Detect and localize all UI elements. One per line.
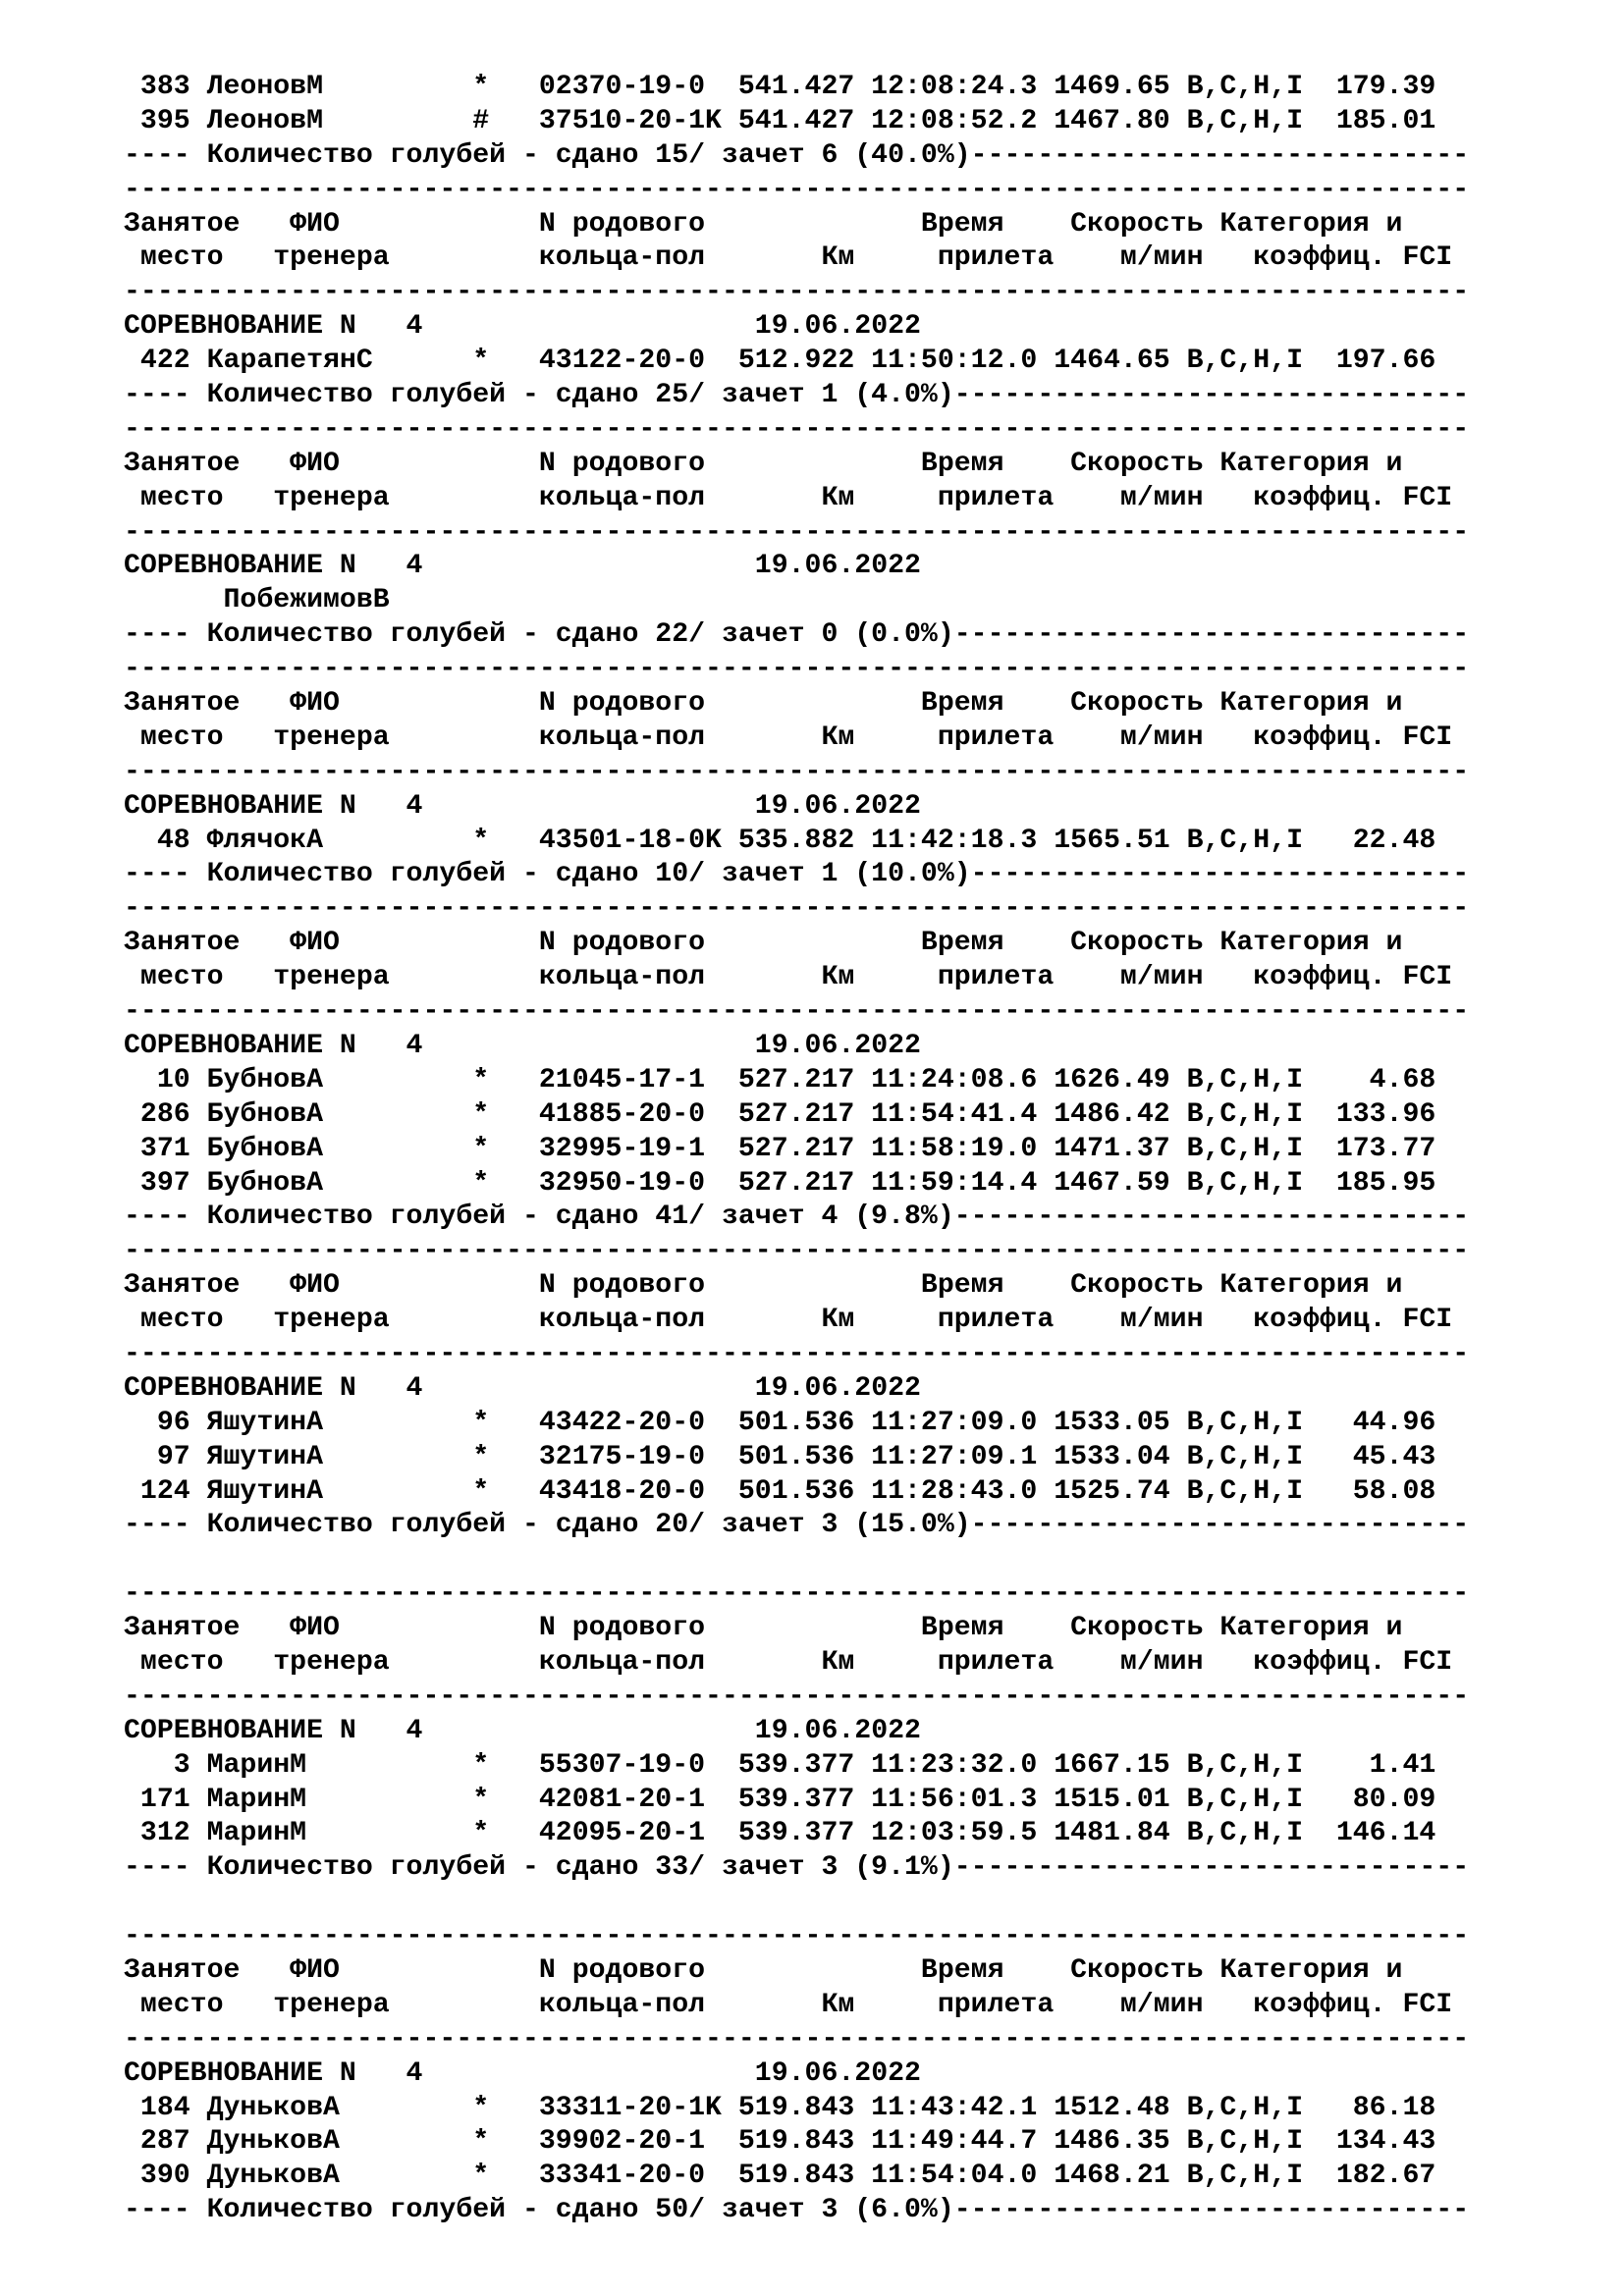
results-document <box>124 71 1597 2228</box>
separator-line: --------------------------------------------------------------------------------- <box>124 1578 1470 1610</box>
table-row: 97 ЯшутинА * 32175-19-0 501.536 11:27:09.1 1533.04 B,C,H,I 45.43 <box>124 1441 1436 1472</box>
competition-date: 19.06.2022 <box>754 1715 921 1746</box>
table-row: 383 ЛеоновМ * 02370-19-0 541.427 12:08:24.3 1469.65 B,C,H,I 179.39 <box>124 72 1436 102</box>
summary-line: ---- Количество голубей - сдано 20/ зачет 3 (15.0%)------------------------------ <box>124 1510 1470 1541</box>
table-row: 390 ДуньковА * 33341-20-0 519.843 11:54:04.0 1468.21 B,C,H,I 182.67 <box>124 2161 1436 2192</box>
summary-line: ---- Количество голубей - сдано 22/ зачет 0 (0.0%)------------------------------- <box>124 619 1470 651</box>
separator-line: --------------------------------------------------------------------------------- <box>124 1681 1470 1712</box>
table-row: 96 ЯшутинА * 43422-20-0 501.536 11:27:09.0 1533.05 B,C,H,I 44.96 <box>124 1407 1436 1438</box>
competition-date: 19.06.2022 <box>754 1030 921 1061</box>
summary-line: ---- Количество голубей - сдано 25/ зачет 1 (4.0%)------------------------------- <box>124 380 1470 411</box>
column-header-line-2: место тренера кольца-пол Км прилета м/мин коэффиц. FCI <box>124 242 1453 274</box>
summary-line: ---- Количество голубей - сдано 15/ зачет 6 (40.0%)------------------------------ <box>124 139 1470 171</box>
table-row: 124 ЯшутинА * 43418-20-0 501.536 11:28:43.0 1525.74 B,C,H,I 58.08 <box>124 1475 1436 1507</box>
table-row: 3 МаринМ * 55307-19-0 539.377 11:23:32.0 1667.15 B,C,H,I 1.41 <box>124 1749 1436 1781</box>
competition-heading <box>124 1715 1597 1749</box>
table-row: 184 ДуньковА * 33311-20-1K 519.843 11:43:42.1 1512.48 B,C,H,I 86.18 <box>124 2092 1436 2123</box>
competition-date: 19.06.2022 <box>754 2057 921 2089</box>
separator-line: --------------------------------------------------------------------------------- <box>124 1236 1470 1267</box>
column-header-line-1: Занятое ФИО N родового Время Скорость Категория и <box>124 208 1403 240</box>
separator-line: --------------------------------------------------------------------------------- <box>124 413 1470 445</box>
competition-date: 19.06.2022 <box>754 311 921 343</box>
table-row: 287 ДуньковА * 39902-20-1 519.843 11:49:44.7 1486.35 B,C,H,I 134.43 <box>124 2126 1436 2158</box>
competition-heading <box>124 790 1597 825</box>
competition-heading <box>124 550 1597 584</box>
column-header-line-2: место тренера кольца-пол Км прилета м/мин коэффиц. FCI <box>124 1305 1453 1336</box>
competition-label: СОРЕВНОВАНИЕ N 4 <box>124 1715 423 1746</box>
separator-line: --------------------------------------------------------------------------------- <box>124 893 1470 925</box>
competition-heading <box>124 310 1597 345</box>
competition-heading <box>124 1030 1597 1064</box>
column-header-line-1: Занятое ФИО N родового Время Скорость Категория и <box>124 688 1403 720</box>
column-header-line-1: Занятое ФИО N родового Время Скорость Категория и <box>124 1270 1403 1302</box>
column-header-line-2: место тренера кольца-пол Км прилета м/мин коэффиц. FCI <box>124 1989 1453 2020</box>
separator-line: --------------------------------------------------------------------------------- <box>124 996 1470 1028</box>
column-header-line-2: место тренера кольца-пол Км прилета м/мин коэффиц. FCI <box>124 1646 1453 1678</box>
column-header-line-2: место тренера кольца-пол Км прилета м/мин коэффиц. FCI <box>124 482 1453 513</box>
column-header-line-2: место тренера кольца-пол Км прилета м/мин коэффиц. FCI <box>124 721 1453 753</box>
summary-line: ---- Количество голубей - сдано 10/ зачет 1 (10.0%)------------------------------ <box>124 859 1470 890</box>
table-row: 286 БубновА * 41885-20-0 527.217 11:54:41.4 1486.42 B,C,H,I 133.96 <box>124 1098 1436 1130</box>
summary-line: ---- Количество голубей - сдано 33/ зачет 3 (9.1%)------------------------------- <box>124 1852 1470 1884</box>
competition-heading <box>124 2057 1597 2092</box>
competition-label: СОРЕВНОВАНИЕ N 4 <box>124 2057 423 2089</box>
competition-date: 19.06.2022 <box>754 1372 921 1404</box>
table-row: 312 МаринМ * 42095-20-1 539.377 12:03:59.5 1481.84 B,C,H,I 146.14 <box>124 1818 1436 1849</box>
separator-line: --------------------------------------------------------------------------------- <box>124 654 1470 685</box>
table-row: 48 ФлячокА * 43501-18-0K 535.882 11:42:18.3 1565.51 B,C,H,I 22.48 <box>124 825 1436 856</box>
competition-label: СОРЕВНОВАНИЕ N 4 <box>124 1030 423 1061</box>
separator-line: --------------------------------------------------------------------------------- <box>124 1338 1470 1369</box>
column-header-line-2: место тренера кольца-пол Км прилета м/мин коэффиц. FCI <box>124 962 1453 993</box>
blank-line <box>124 1543 1597 1577</box>
column-header-line-1: Занятое ФИО N родового Время Скорость Категория и <box>124 1954 1403 1986</box>
table-row: 397 БубновА * 32950-19-0 527.217 11:59:14.4 1467.59 B,C,H,I 185.95 <box>124 1167 1436 1199</box>
competition-label: СОРЕВНОВАНИЕ N 4 <box>124 1372 423 1404</box>
competition-date: 19.06.2022 <box>754 551 921 582</box>
competition-date: 19.06.2022 <box>754 790 921 822</box>
separator-line: --------------------------------------------------------------------------------- <box>124 174 1470 205</box>
separator-line: --------------------------------------------------------------------------------- <box>124 516 1470 548</box>
table-row: 171 МаринМ * 42081-20-1 539.377 11:56:01.3 1515.01 B,C,H,I 80.09 <box>124 1784 1436 1815</box>
table-row: 371 БубновА * 32995-19-1 527.217 11:58:19.0 1471.37 B,C,H,I 173.77 <box>124 1133 1436 1164</box>
separator-line: --------------------------------------------------------------------------------- <box>124 2023 1470 2055</box>
column-header-line-1: Занятое ФИО N родового Время Скорость Категория и <box>124 928 1403 959</box>
separator-line: --------------------------------------------------------------------------------- <box>124 756 1470 787</box>
competition-heading <box>124 1372 1597 1407</box>
separator-line: --------------------------------------------------------------------------------- <box>124 277 1470 308</box>
table-row: 422 КарапетянС * 43122-20-0 512.922 11:50:12.0 1464.65 B,C,H,I 197.66 <box>124 346 1436 377</box>
summary-line: ---- Количество голубей - сдано 50/ зачет 3 (6.0%)------------------------------- <box>124 2195 1470 2226</box>
summary-line: ---- Количество голубей - сдано 41/ зачет 4 (9.8%)------------------------------- <box>124 1201 1470 1233</box>
trainer-name-only: ПобежимовВ <box>124 585 390 616</box>
competition-label: СОРЕВНОВАНИЕ N 4 <box>124 311 423 343</box>
column-header-line-1: Занятое ФИО N родового Время Скорость Категория и <box>124 448 1403 479</box>
table-row: 395 ЛеоновМ # 37510-20-1K 541.427 12:08:52.2 1467.80 B,C,H,I 185.01 <box>124 105 1436 136</box>
blank-line <box>124 1886 1597 1920</box>
table-row: 10 БубновА * 21045-17-1 527.217 11:24:08.6 1626.49 B,C,H,I 4.68 <box>124 1064 1436 1095</box>
separator-line: --------------------------------------------------------------------------------- <box>124 1921 1470 1952</box>
competition-label: СОРЕВНОВАНИЕ N 4 <box>124 551 423 582</box>
competition-label: СОРЕВНОВАНИЕ N 4 <box>124 790 423 822</box>
column-header-line-1: Занятое ФИО N родового Время Скорость Категория и <box>124 1613 1403 1644</box>
